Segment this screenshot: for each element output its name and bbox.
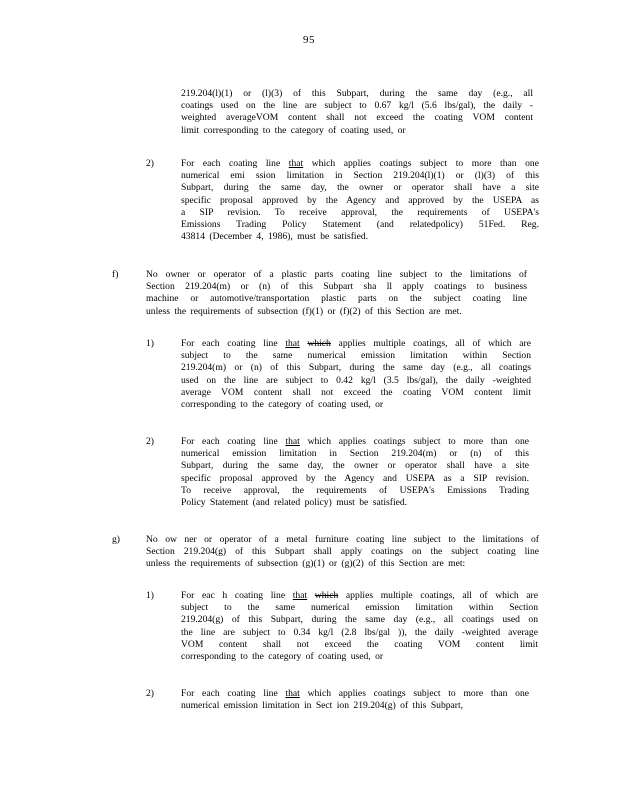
text-line: Section 219.204(g) of this Subpart shall apply coatings on the subject coating line [146, 546, 539, 558]
text-line: Emissions Trading Policy Statement (and relatedpolicy) 51Fed. Reg. [181, 219, 539, 231]
text-line: For each coating line that which applies coatings subject to more than one [181, 436, 529, 447]
text-line: No owner or operator of a plastic parts coating line subject to the limitations of [146, 269, 527, 280]
inserted-text: that [292, 590, 308, 601]
text-line: numerical emission limitation in Sect ion 219.204(g) of this Subpart, [181, 700, 464, 712]
text-line: corresponding to the category of coating used, or [181, 651, 384, 663]
text-line: For each coating line that which applies multiple coatings, all of which are [181, 338, 531, 349]
section-g [146, 534, 539, 571]
page-number: 95 [303, 34, 315, 46]
text-line: a SIP revision. To receive approval, the requirements of USEPA's [181, 206, 539, 218]
text-line: specific proposal approved by the Agency and approved by the USEPA as [181, 194, 539, 206]
subsection-marker: 1) [146, 590, 154, 601]
text-line: Policy Statement (and related policy) must be satisfied. [181, 497, 408, 509]
text-line: unless the requirements of subsection (f)(1) or (f)(2) of this Section are met. [146, 305, 462, 317]
text-line: numerical emission limitation in Section 219.204(m) or (n) of this [181, 448, 529, 460]
section-marker: f) [112, 269, 119, 280]
text-line: Subpart, during the same day, the owner or operator shall have a site [181, 182, 539, 194]
inserted-text: that [288, 158, 304, 169]
text-line: No ow ner or operator of a metal furniture coating line subject to the limitations of [146, 534, 539, 545]
intro-paragraph [181, 88, 533, 137]
text-line: subject to the same numerical emission limitation within Section [181, 350, 531, 362]
text-line: limit corresponding to the category of coating used, or [181, 124, 406, 136]
text-line: the line are subject to 0.34 kg/l (2.8 lbs/gal )), the daily -weighted average [181, 626, 538, 638]
text-line: specific proposal approved by the Agency and USEPA as a SIP revision. [181, 472, 529, 484]
inserted-text: that [285, 338, 300, 349]
subsection-g2 [181, 688, 529, 712]
inserted-text: that [285, 436, 300, 447]
subsection-marker: 2) [146, 158, 154, 169]
text-line: To receive approval, the requirements of USEPA's Emissions Trading [181, 484, 529, 496]
text-line: subject to the same numerical emission limitation within Section [181, 602, 538, 614]
text-line: For eac h coating line that which applies multiple coatings, all of which are [181, 590, 539, 601]
section-f [146, 269, 527, 318]
text-line: machine or automotive/transportation plastic parts on the subject coating line [146, 293, 527, 305]
text-line: weighted averageVOM content shall not exceed the coating VOM content [181, 112, 533, 124]
inserted-text: that [285, 688, 300, 699]
subsection-g1 [181, 590, 538, 663]
text-line: used on the line are subject to 0.42 kg/l (3.5 lbs/gal), the daily -weighted [181, 374, 531, 386]
subsection-marker: 2) [146, 688, 154, 699]
subsection-f1 [181, 338, 531, 411]
text-line: 43814 (December 4, 1986), must be satisfied. [181, 231, 369, 243]
text-line: For each coating line that which applies coatings subject to more than one [181, 688, 529, 699]
subsection-e2 [181, 158, 539, 243]
text-line: unless the requirements of subsection (g)(1) or (g)(2) of this Section are met: [146, 558, 466, 570]
text-line: Subpart, during the same day, the owner or operator shall have a site [181, 460, 529, 472]
text-line: VOM content shall not exceed the coating VOM content limit [181, 638, 538, 650]
deleted-text: which [307, 338, 331, 349]
text-line: numerical emi ssion limitation in Section 219.204(l)(1) or (l)(3) of this [181, 170, 539, 182]
text-line: Section 219.204(m) or (n) of this Subpart sha ll apply coatings to business [146, 281, 527, 293]
subsection-marker: 2) [146, 436, 154, 447]
subsection-marker: 1) [146, 338, 154, 349]
text-line: corresponding to the category of coating used, or [181, 399, 384, 411]
text-line: For each coating line that which applies coatings subject to more than one [181, 158, 539, 169]
text-line: 219.204(g) of this Subpart, during the same day (e.g., all coatings used on [181, 614, 538, 626]
text-line: 219.204(m) or (n) of this Subpart, during the same day (e.g., all coatings [181, 362, 531, 374]
section-marker: g) [112, 534, 120, 545]
subsection-f2 [181, 436, 529, 509]
text-line: 219.204(l)(1) or (l)(3) of this Subpart, during the same day (e.g., all [181, 88, 533, 99]
deleted-text: which [314, 590, 339, 601]
text-line: coatings used on the line are subject to 0.67 kg/l (5.6 lbs/gal), the daily - [181, 100, 533, 112]
text-line: average VOM content shall not exceed the coating VOM content limit [181, 386, 531, 398]
